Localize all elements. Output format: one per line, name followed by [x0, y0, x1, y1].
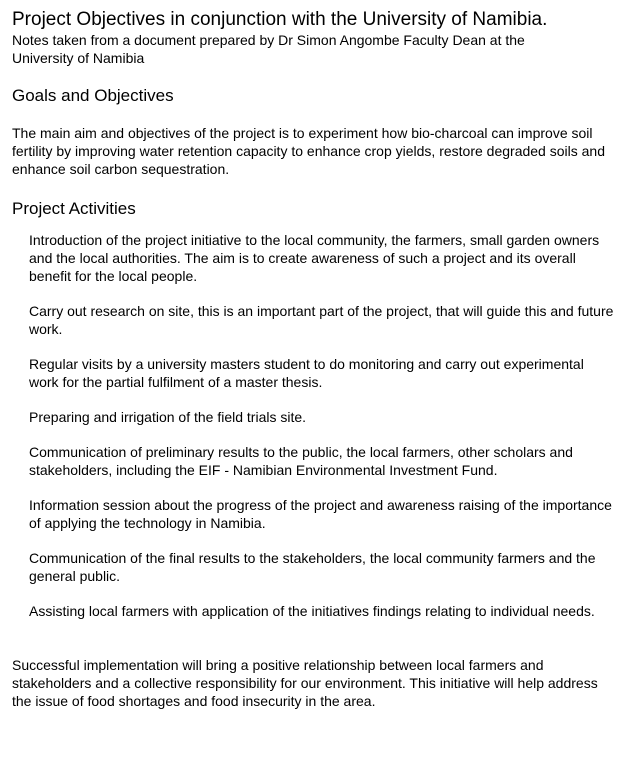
goals-heading: Goals and Objectives: [12, 86, 174, 105]
closing-paragraph: Successful implementation will bring a positive relationship between local farmers and stakeholders and a collective responsibility for our environment. This initiative will help address the issue of food shortages and food insecurity in the area.: [12, 657, 598, 709]
activity-item-student-visits: Regular visits by a university masters student to do monitoring and carry out experimental work for the partial fulfilment of a master thesis.: [29, 356, 584, 390]
activity-item-preliminary-results: Communication of preliminary results to the public, the local farmers, other scholars and stakeholders, including the EIF - Namibian Environmental Investment Fund.: [29, 444, 573, 478]
activity-item-assisting-farmers: Assisting local farmers with application of the initiatives findings relating to individual needs.: [29, 603, 595, 619]
goals-paragraph: The main aim and objectives of the project is to experiment how bio-charcoal can improve soil fertility by improving water retention capacity to enhance crop yields, restore degraded soils and enhance soil carbon sequestration.: [12, 125, 605, 177]
page-subtitle: Notes taken from a document prepared by Dr Simon Angombe Faculty Dean at the University of Namibia: [12, 32, 525, 66]
activities-list: [12, 231, 617, 620]
activity-item-field-trials: Preparing and irrigation of the field trials site.: [29, 409, 307, 425]
activity-item-information-session: Information session about the progress of the project and awareness raising of the importance of applying the technology in Namibia.: [29, 497, 612, 531]
activity-item-introduction: Introduction of the project initiative to the local community, the farmers, small garden owners and the local authorities. The aim is to create awareness of such a project and its overall benefit for the local people.: [29, 232, 600, 284]
document-page: [12, 9, 617, 710]
page-title: Project Objectives in conjunction with the University of Namibia.: [12, 9, 548, 30]
activity-item-research: Carry out research on site, this is an important part of the project, that will guide this and future work.: [29, 303, 614, 337]
activity-item-final-results: Communication of the final results to the stakeholders, the local community farmers and the general public.: [29, 550, 596, 584]
activities-heading: Project Activities: [12, 199, 136, 218]
